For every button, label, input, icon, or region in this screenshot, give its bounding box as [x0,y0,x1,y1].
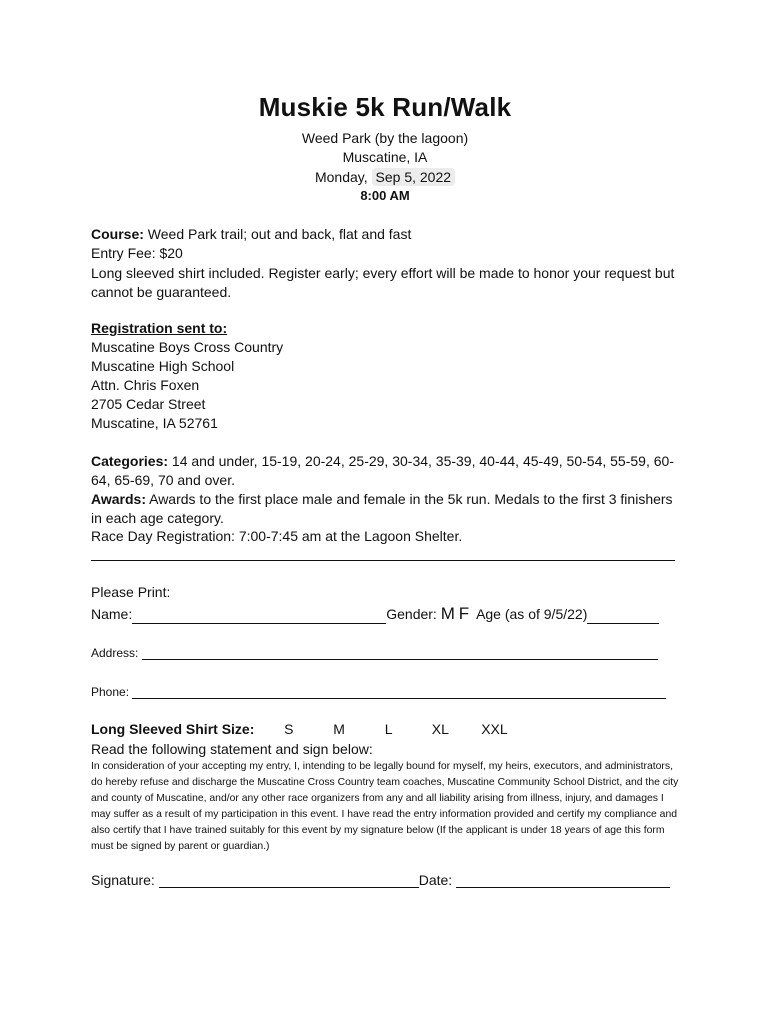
section-divider [91,560,675,561]
registration-address-line: Attn. Chris Foxen [91,377,200,393]
age-label: Age (as of 9/5/22) [476,606,588,622]
size-option-xxl[interactable]: XXL [481,721,508,737]
awards-paragraph [91,490,681,528]
event-date-line [0,169,770,185]
date-field[interactable] [456,873,670,888]
phone-label: Phone: [91,685,130,699]
gender-m-option[interactable]: M [440,604,455,623]
gender-label: Gender: [386,606,437,622]
phone-row [91,685,666,699]
name-label: Name: [91,606,133,622]
awards-text: Awards to the first place male and female in the 5k run. Medals to the first 3 finishers in each age category. [91,491,673,526]
shirt-size-label: Long Sleeved Shirt Size: [91,721,255,737]
address-field[interactable] [142,647,658,660]
size-option-xl[interactable]: XL [431,721,449,737]
course-text: Weed Park trail; out and back, flat and fast [147,226,412,242]
signature-field[interactable] [159,873,419,888]
signature-label: Signature: [91,872,155,888]
event-day: Monday, [314,169,368,185]
shirt-size-row [91,721,508,737]
size-option-l[interactable]: L [384,721,393,737]
course-label: Course: [91,226,144,242]
address-row [91,646,658,660]
location-line-1: Weed Park (by the lagoon) [301,130,469,146]
signature-row [91,872,670,888]
registration-address-line: Muscatine High School [91,358,235,374]
liability-waiver: In consideration of your accepting my entry, I, intending to be legally bound for myself, my heirs, executors, and administrators, do hereby refuse and discharge the Muscatine Cross Country team coaches, Muscatine Community School District, and the city and county of Muscatine, and/or any other race organizers from any and all liability arising from illness, injury, and damages I may suffer as a result of my participation in this event. I have read the entry information provided and certify my compliance and also certify that I have trained suitably for this event by my signature below (If the applicant is under 18 years of age this form must be signed by parent or guardian.) [91,761,679,852]
registration-address-line: Muscatine, IA 52761 [91,415,218,431]
awards-label: Awards: [91,491,146,507]
date-label: Date: [418,872,453,888]
event-date-chip[interactable]: Sep 5, 2022 [372,168,456,186]
name-field[interactable] [132,609,386,624]
registration-address-line: Muscatine Boys Cross Country [91,339,284,355]
name-gender-age-row [91,604,659,624]
statement-prompt: Read the following statement and sign below: [91,741,373,757]
size-option-m[interactable]: M [333,721,345,737]
please-print: Please Print: [91,584,171,600]
event-time: 8:00 AM [360,188,410,203]
size-option-s[interactable]: S [284,721,294,737]
categories-text: 14 and under, 15-19, 20-24, 25-29, 30-34, 35-39, 40-44, 45-49, 50-54, 55-59, 60-64, 65-69, 70 and over. [91,453,674,488]
entry-fee: Entry Fee: $20 [91,245,183,261]
page-title: Muskie 5k Run/Walk [258,92,512,122]
location-line-2: Muscatine, IA [342,149,428,165]
course-line [91,226,411,242]
race-day-registration: Race Day Registration: 7:00-7:45 am at the Lagoon Shelter. [91,528,463,544]
phone-field[interactable] [132,686,666,699]
categories-label: Categories: [91,453,169,469]
registration-heading: Registration sent to: [91,320,228,336]
registration-address-line: 2705 Cedar Street [91,396,206,412]
shirt-note: Long sleeved shirt included. Register early; every effort will be made to honor your request but cannot be guaranteed. [91,265,675,300]
age-field[interactable] [587,609,659,624]
address-label: Address: [91,646,139,660]
gender-f-option[interactable]: F [458,604,470,623]
categories-paragraph [91,452,681,490]
